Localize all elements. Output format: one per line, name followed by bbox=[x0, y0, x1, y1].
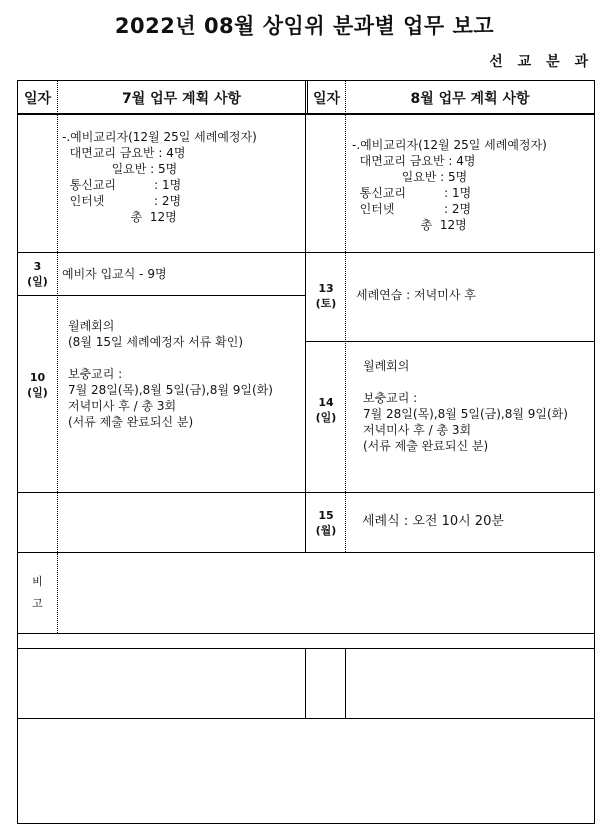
row-divider bbox=[306, 341, 595, 342]
july-row-text: 예비자 입교식 - 9명 bbox=[62, 267, 167, 281]
right-date-divider bbox=[345, 81, 346, 552]
date-header-left: 일자 bbox=[23, 91, 52, 107]
department-label: 선 교 분 과 bbox=[489, 54, 593, 70]
remarks-label: 비 고 bbox=[32, 575, 43, 610]
august-row-date: 14 (일) bbox=[315, 396, 337, 424]
row-divider bbox=[17, 633, 595, 634]
blank-row-divider bbox=[305, 649, 306, 718]
august-summary: -.예비교리자(12월 25일 세례예정자) 대면교리 금요반 : 4명 일요반 : 5명 통신교리 : 1명 인터넷 : 2명 총 12명 bbox=[352, 138, 547, 232]
left-date-divider bbox=[57, 81, 58, 552]
july-plan-header: 7월 업무 계획 사항 bbox=[121, 91, 242, 107]
remarks-label-divider bbox=[57, 553, 58, 633]
row-divider bbox=[17, 718, 595, 719]
blank-row-divider bbox=[345, 649, 346, 718]
august-row-text: 월례회의 보충교리 : 7월 28일(목),8월 5일(금),8월 9일(화) 저녁미사 후 / 총 3회 (서류 제출 완료되신 분) bbox=[363, 359, 568, 453]
header-divider bbox=[17, 113, 595, 115]
august-plan-header: 8월 업무 계획 사항 bbox=[410, 91, 530, 107]
date-header-right: 일자 bbox=[312, 91, 341, 107]
row-divider bbox=[17, 252, 595, 253]
row-divider bbox=[17, 295, 306, 296]
july-summary: -.예비교리자(12월 25일 세례예정자) 대면교리 금요반 : 4명 일요반 : 5명 통신교리 : 1명 인터넷 : 2명 총 12명 bbox=[62, 130, 257, 224]
august-row-date: 15 (월) bbox=[315, 509, 337, 537]
august-row-text: 세례연습 : 저녁미사 후 bbox=[356, 288, 476, 302]
july-row-text: 월례회의 (8월 15일 세례예정자 서류 확인) 보충교리 : 7월 28일(목),8월 5일(금),8월 9일(화) 저녁미사 후 / 총 3회 (서류 제출 완료되신 분) bbox=[68, 319, 273, 429]
august-row-date: 13 (토) bbox=[315, 282, 337, 310]
july-row-date: 10 (일) bbox=[27, 371, 48, 399]
july-row-date: 3 (일) bbox=[27, 260, 48, 288]
center-divider bbox=[305, 81, 306, 552]
august-row-text: 세례식 : 오전 10시 20분 bbox=[362, 514, 504, 529]
document-title: 2022년 08월 상임위 분과별 업무 보고 bbox=[114, 14, 495, 38]
row-divider bbox=[17, 648, 595, 649]
row-divider bbox=[17, 552, 595, 553]
row-divider bbox=[17, 492, 595, 493]
